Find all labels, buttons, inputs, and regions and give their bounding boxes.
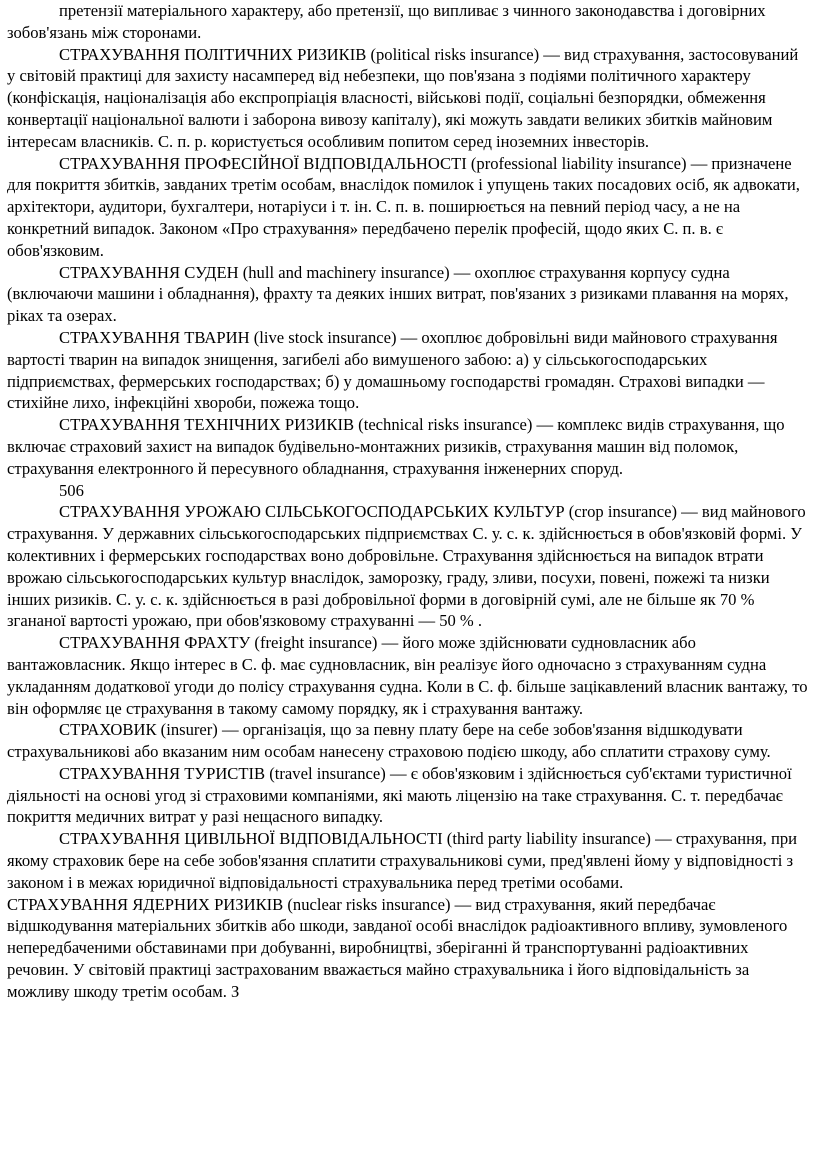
paragraph-freight-insurance: СТРАХУВАННЯ ФРАХТУ (freight insurance) — його може здійснювати судновласник або вантажовласник. Якщо інтерес в С. ф. має судновласник, він реалізує його одночасно з страхуванням судна укладанням додаткової угоди до полісу страхування судна. Коли в С. ф. більше зацікавлений власник вантажу, то він оформляє це страхування в такому самому порядку, як і страхування вантажу. (7, 633, 808, 718)
paragraph-political-risks: СТРАХУВАННЯ ПОЛІТИЧНИХ РИЗИКІВ (political risks insurance) — вид страхування, застосовуваний у світовій практиці для захисту насамперед від небезпеки, що пов'язана з подіями політичного характеру (конфіскація, націоналізація або експропріація власності, військові події, соціальні безпорядки, обмеження конвертації національної валюти і заборона вивозу капіталу), які можуть завдати великих збитків майновим інтересам власників. С. п. р. користується особливим попитом серед іноземних інвесторів. (7, 44, 799, 151)
paragraph-third-party-liability: СТРАХУВАННЯ ЦИВІЛЬНОЇ ВІДПОВІДАЛЬНОСТІ (third party liability insurance) — страхування, при якому страховик бере на себе зобов'язання сплатити страхувальникові суми, пред'явлені йому у відповідності з законом і в межах юридичної відповідальності страхувальника перед третіми особами. (7, 829, 797, 892)
page-number: 506 (59, 480, 84, 500)
paragraph-claims-continuation: претензії матеріального характеру, або претензії, що випливає з чинного законодавства і договірних зобов'язань між сторонами. (7, 1, 766, 42)
paragraph-livestock-insurance: СТРАХУВАННЯ ТВАРИН (live stock insurance) — охоплює добровільні види майнового страхування вартості тварин на випадок знищення, загибелі або вимушеного забою: а) у сільськогосподарських підприємствах, фермерських господарствах; б) у домашньому господарстві громадян. Страхові випадки — стихійне лихо, інфекційні хвороби, пожежа тощо. (7, 327, 778, 413)
paragraph-crop-insurance: СТРАХУВАННЯ УРОЖАЮ СІЛЬСЬКОГОСПОДАРСЬКИХ КУЛЬТУР (crop insurance) — вид майнового страхування. У державних сільськогосподарських підприємствах С. у. с. к. здійснюється в обов'язковій формі. У колективних і фермерських господарствах воно добровільне. Страхування здійснюється на випадок втрати врожаю сільськогосподарських культур внаслідок, заморозку, граду, зливи, посухи, повені, пожежі та низки інших ризиків. С. у. с. к. здійснюється в разі добровільної форми в договірній сумі, але не більше як 70 % згананої вартості урожаю, при обов'язковому страхуванні — 50 % . (7, 502, 806, 631)
paragraph-insurer: СТРАХОВИК (insurer) — організація, що за певну плату бере на себе зобов'язання відшкодувати страхувальникові або вказаним ним особам нанесену страховою подією шкоду, або сплатити страхову суму. (7, 720, 771, 762)
paragraph-professional-liability: СТРАХУВАННЯ ПРОФЕСІЙНОЇ ВІДПОВІДАЛЬНОСТІ (professional liability insurance) — призначене для покриття збитків, завданих третім особам, внаслідок помилок і упущень таких посадових осіб, як адвокати, архітектори, аудитори, бухгалтери, нотаріуси і т. ін. С. п. в. поширюється на певний період часу, а не на конкретний випадок. Законом «Про страхування» передбачено перелік професій, щодо яких С. п. в. є обов'язковим. (7, 153, 800, 260)
paragraph-nuclear-risks: СТРАХУВАННЯ ЯДЕРНИХ РИЗИКІВ (nuclear risks insurance) — вид страхування, який передбачає відшкодування матеріальних збитків або шкоди, завданої особі внаслідок радіоактивного впливу, зумовленого непередбаченими обставинами при добуванні, виробництві, зберіганні й транспортуванні радіоактивних речовин. У світовій практиці застрахованим вважається майно страхувальника і його відповідальність за можливу шкоду третім особам. З (7, 894, 788, 1001)
paragraph-hull-insurance: СТРАХУВАННЯ СУДЕН (hull and machinery insurance) — охоплює страхування корпусу судна (включаючи машини і обладнання), фрахту та деяких інших витрат, пов'язаних з ризиками плавання на морях, ріках та озерах. (7, 262, 789, 326)
paragraph-technical-risks: СТРАХУВАННЯ ТЕХНІЧНИХ РИЗИКІВ (technical risks insurance) — комплекс видів страхування, що включає страховий захист на випадок будівельно-монтажних ризиків, страхування машин від поломок, страхування електронного й пересувного обладнання, страхування інженерних споруд. (7, 415, 785, 478)
paragraph-travel-insurance: СТРАХУВАННЯ ТУРИСТІВ (travel insurance) — є обов'язковим і здійснюється суб'єктами туристичної діяльності на основі угод зі страховими компаніями, які мають ліцензію на таке страхування. С. т. передбачає покриття медичних витрат у разі нещасного випадку. (7, 763, 792, 827)
